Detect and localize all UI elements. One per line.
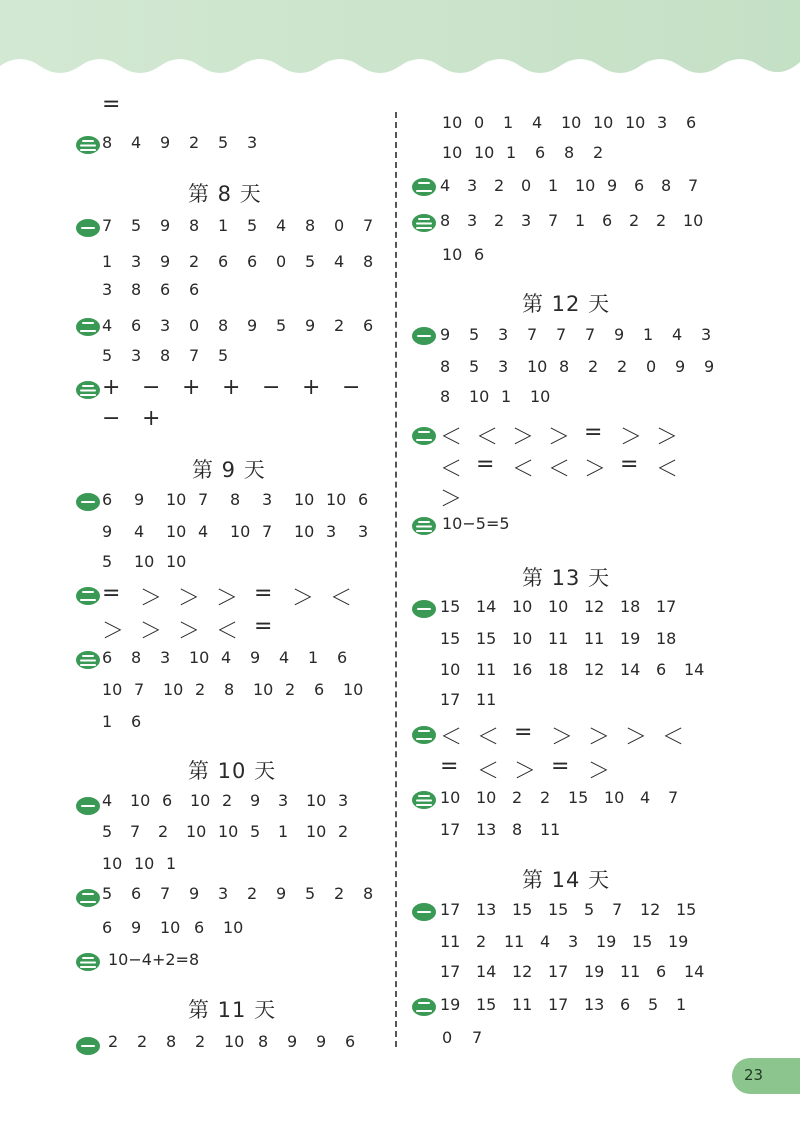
answer-line: 2 2 8 2 10 8 9 9 6 (108, 1032, 356, 1051)
answer-line: 15 14 10 10 12 18 17 (440, 597, 677, 616)
answer-line: 0 7 (442, 1028, 483, 1047)
answer-line: 5 7 2 10 10 5 1 10 2 (102, 822, 349, 841)
page-number: 23 (744, 1066, 764, 1084)
section-three-icon (76, 953, 100, 971)
answer-line: + − + + − + − (102, 375, 361, 400)
answer-line: 10 11 16 18 12 14 6 14 (440, 660, 705, 679)
answer-line: 17 11 (440, 690, 497, 709)
answer-line: 4 10 6 10 2 9 3 10 3 (102, 791, 349, 810)
answer-line: 6 9 10 6 10 (102, 918, 244, 937)
answer-line: 17 13 8 11 (440, 820, 561, 839)
section-two-icon (76, 889, 100, 907)
section-three-icon (412, 517, 436, 535)
equation-answer: 10−5=5 (442, 514, 510, 533)
day-title: 第 10 天 (188, 759, 277, 783)
answer-line: 17 14 12 17 19 11 6 14 (440, 962, 705, 981)
answer-line: 10 0 1 4 10 10 10 3 6 (442, 113, 697, 132)
answer-line: = ＞ ＞ ＞ = ＞ ＜ (102, 581, 353, 611)
section-one-icon (76, 797, 100, 815)
answer-line: ＜ = ＜ ＜ ＞ = ＜ (440, 452, 679, 482)
section-three-icon (76, 136, 100, 154)
day-title: 第 9 天 (192, 458, 266, 482)
section-two-icon (76, 318, 100, 336)
answer-line: 10 6 (442, 245, 485, 264)
day-title: 第 8 天 (188, 182, 262, 206)
answer-line: 4 3 2 0 1 10 9 6 8 7 (440, 176, 699, 195)
answer-line: ＞ (440, 487, 463, 512)
answer-line: 19 15 11 17 13 6 5 1 (440, 995, 687, 1014)
section-two-icon (76, 587, 100, 605)
answer-line: 1 3 9 2 6 6 0 5 4 8 (102, 252, 374, 271)
section-two-icon (412, 998, 436, 1016)
answer-line: 4 6 3 0 8 9 5 9 2 6 (102, 316, 374, 335)
answer-line: 6 9 10 7 8 3 10 10 6 (102, 490, 369, 509)
answer-line: 8 4 9 2 5 3 (102, 133, 258, 152)
section-three-icon (76, 651, 100, 669)
answer-line: 9 4 10 4 10 7 10 3 3 (102, 522, 369, 541)
answer-line: 15 15 10 11 11 19 18 (440, 629, 677, 648)
section-one-icon (76, 219, 100, 237)
answer-line: ＞ ＞ ＞ ＜ = (102, 614, 273, 644)
answer-line: = ＜ ＞ = ＞ (440, 754, 611, 784)
answer-line: 8 3 2 3 7 1 6 2 2 10 (440, 211, 704, 230)
day-title: 第 14 天 (522, 868, 611, 892)
header-wave-band (0, 0, 800, 80)
section-two-icon (412, 178, 436, 196)
answer-line: = (102, 92, 121, 117)
day-title: 第 11 天 (188, 998, 277, 1022)
section-three-icon (76, 381, 100, 399)
answer-line: 7 5 9 8 1 5 4 8 0 7 (102, 216, 374, 235)
section-three-icon (412, 214, 436, 232)
day-title: 第 13 天 (522, 566, 611, 590)
answer-line: ＜ ＜ ＞ ＞ = ＞ ＞ (440, 420, 679, 450)
answer-line: 1 6 (102, 712, 142, 731)
answer-line: 11 2 11 4 3 19 15 19 (440, 932, 689, 951)
answer-line: 6 8 3 10 4 9 4 1 6 (102, 648, 348, 667)
column-divider (395, 112, 397, 1047)
equation-answer: 10−4+2=8 (108, 950, 200, 969)
answer-line: 5 6 7 9 3 2 9 5 2 8 (102, 884, 374, 903)
answer-line: − + (102, 406, 161, 431)
page-number-tab (732, 1058, 800, 1094)
answer-line: 10 10 1 (102, 854, 177, 873)
answer-line: 5 10 10 (102, 552, 187, 571)
answer-line: 17 13 15 15 5 7 12 15 (440, 900, 697, 919)
section-one-icon (76, 1037, 100, 1055)
answer-line: 3 8 6 6 (102, 280, 200, 299)
answer-line: 10 10 1 6 8 2 (442, 143, 604, 162)
section-three-icon (412, 791, 436, 809)
answer-line: 8 5 3 10 8 2 2 0 9 9 (440, 357, 715, 376)
section-one-icon (412, 600, 436, 618)
section-two-icon (412, 726, 436, 744)
section-one-icon (76, 493, 100, 511)
answer-line: 9 5 3 7 7 7 9 1 4 3 (440, 325, 712, 344)
answer-line: 10 7 10 2 8 10 2 6 10 (102, 680, 364, 699)
section-one-icon (412, 903, 436, 921)
answer-line: 8 10 1 10 (440, 387, 551, 406)
answer-line: ＜ ＜ = ＞ ＞ ＞ ＜ (440, 720, 685, 750)
day-title: 第 12 天 (522, 292, 611, 316)
answer-line: 5 3 8 7 5 (102, 346, 229, 365)
answer-line: 10 10 2 2 15 10 4 7 (440, 788, 679, 807)
section-two-icon (412, 427, 436, 445)
section-one-icon (412, 327, 436, 345)
